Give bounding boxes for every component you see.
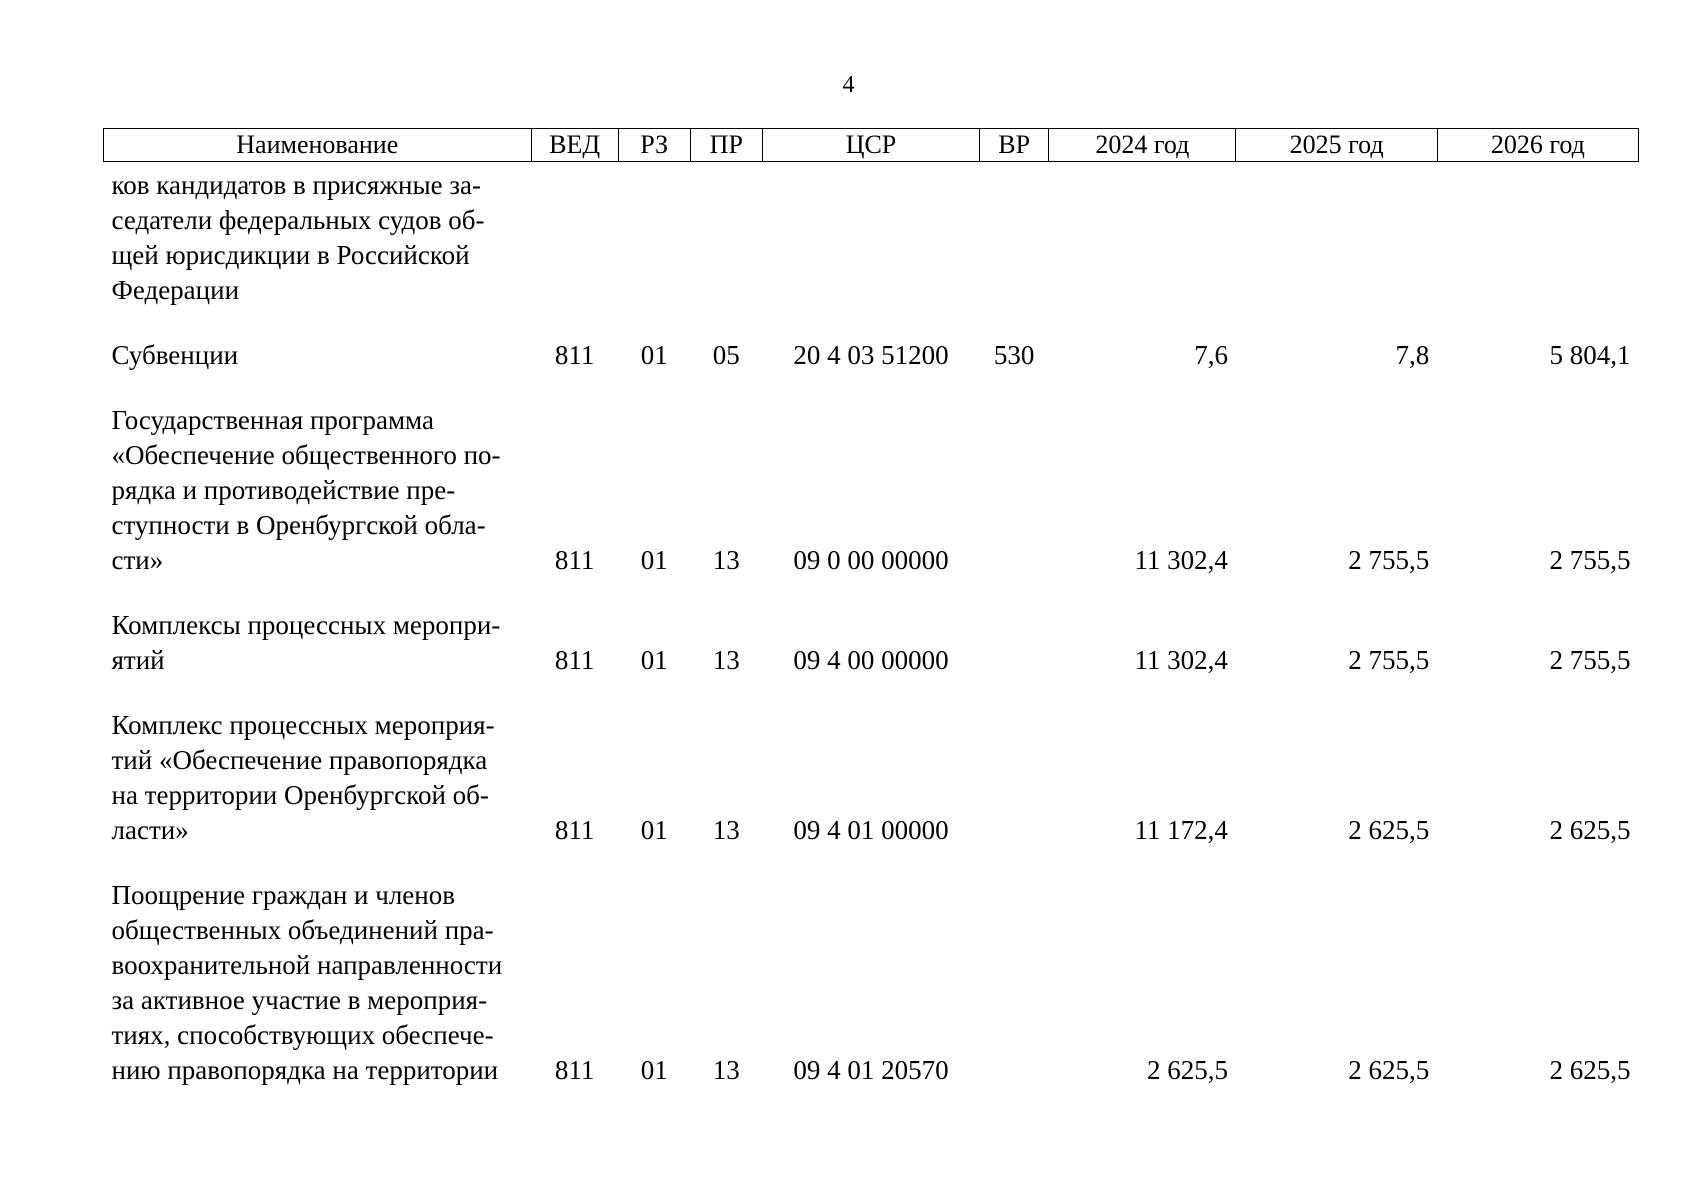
header-ved: ВЕД [531,129,618,162]
cell-2026: 2 755,5 [1549,645,1631,675]
cell-2024 [1049,162,1236,309]
cell-csr: 09 4 00 00000 [793,645,949,675]
cell-rz: 01 [640,545,668,575]
cell-2026 [1437,162,1638,309]
cell-vr: 530 [993,340,1035,370]
header-2026: 2026 год [1437,129,1638,162]
cell-ved: 811 [554,545,595,575]
table-row [104,373,1639,578]
cell-2025: 7,8 [1395,340,1430,370]
cell-csr: 09 4 01 20570 [793,1055,949,1085]
table-body [104,162,1639,1089]
cell-rz: 01 [640,340,668,370]
cell-2024: 7,6 [1194,340,1228,370]
table-row [104,678,1639,848]
cell-ved: 811 [554,340,595,370]
cell-name: Комплекс процессных мероприя- тий «Обеспечение правопорядка на территории Оренбургской об- ласти» [111,710,495,845]
cell-ved: 811 [554,815,595,845]
cell-rz [618,162,690,309]
cell-rz: 01 [640,645,668,675]
cell-2024: 11 302,4 [1134,545,1228,575]
header-2025: 2025 год [1236,129,1437,162]
cell-2026: 2 625,5 [1549,815,1631,845]
header-csr: ЦСР [762,129,979,162]
header-vr: ВР [980,129,1049,162]
cell-csr: 09 4 01 00000 [793,815,949,845]
cell-name: Государственная программа «Обеспечение общественного по- рядка и противодействие пре- ступности в Оренбургской обла- сти» [111,405,501,575]
cell-rz: 01 [640,1055,668,1085]
cell-2024: 11 172,4 [1134,815,1228,845]
cell-vr [980,678,1049,848]
cell-vr [980,578,1049,678]
cell-pr: 13 [712,815,740,845]
cell-2025: 2 755,5 [1348,645,1430,675]
table-row [104,848,1639,1088]
cell-pr: 13 [712,1055,740,1085]
table-row [104,578,1639,678]
header-pr: ПР [690,129,762,162]
cell-2026: 2 755,5 [1549,545,1631,575]
cell-2025: 2 625,5 [1348,1055,1430,1085]
cell-2025: 2 625,5 [1348,815,1430,845]
cell-2026: 5 804,1 [1549,340,1631,370]
cell-vr [980,848,1049,1088]
cell-name: Поощрение граждан и членов общественных объединений пра- воохранительной направленности за активное участие в мероприя- тиях, способствующих обеспече- нию правопорядка на территории [111,880,503,1085]
page-number: 4 [842,72,855,98]
cell-name: Комплексы процессных меропри- ятий [111,610,501,675]
cell-2024: 11 302,4 [1134,645,1228,675]
table-row [104,308,1639,373]
cell-pr: 13 [712,645,740,675]
cell-name: ков кандидатов в присяжные за- седатели федеральных судов об- щей юрисдикции в Российской Федерации [111,170,485,305]
cell-2026: 2 625,5 [1549,1055,1631,1085]
table-header-row [104,129,1639,162]
header-2024: 2024 год [1049,129,1236,162]
header-rz: РЗ [618,129,690,162]
cell-csr [762,162,979,309]
cell-csr: 09 0 00 00000 [793,545,949,575]
cell-vr [980,373,1049,578]
budget-table [103,128,1639,1088]
cell-2024: 2 625,5 [1146,1055,1228,1085]
cell-csr: 20 4 03 51200 [793,340,949,370]
cell-2025: 2 755,5 [1348,545,1430,575]
header-name: Наименование [104,129,532,162]
cell-ved [531,162,618,309]
cell-rz: 01 [640,815,668,845]
cell-vr [980,162,1049,309]
table-row [104,162,1639,309]
cell-ved: 811 [554,645,595,675]
cell-ved: 811 [554,1055,595,1085]
cell-pr: 05 [712,340,740,370]
cell-2025 [1236,162,1437,309]
cell-name: Субвенции [111,340,239,370]
cell-pr [690,162,762,309]
cell-pr: 13 [712,545,740,575]
